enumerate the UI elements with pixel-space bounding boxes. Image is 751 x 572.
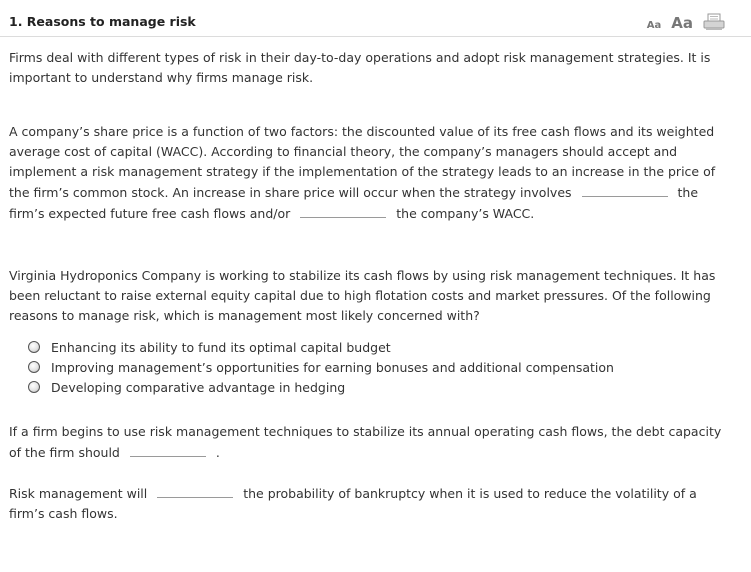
share-price-text-1: A company’s share price is a function of two factors: the discounted value of its free cash flows and its weighted average cost of capital (WACC). According to financial theory, the company’s managers should accept and implement a risk management strategy if the implementation of the strategy leads to an increase in the price of the firm’s common stock. An increase in share price will occur when the strategy involves — [9, 124, 716, 200]
bankruptcy-dropdown[interactable] — [157, 483, 233, 498]
question-title: 1. Reasons to manage risk — [9, 14, 196, 29]
answer-option[interactable] — [28, 357, 614, 377]
debt-capacity-dropdown[interactable] — [130, 442, 206, 457]
question-header — [0, 0, 751, 37]
debt-capacity-text-2: . — [215, 445, 220, 460]
radio-button[interactable] — [28, 381, 40, 393]
font-size-decrease-button[interactable]: Aa — [646, 20, 662, 31]
radio-button[interactable] — [28, 341, 40, 353]
share-price-text-3: the company’s WACC. — [396, 206, 535, 221]
intro-paragraph: Firms deal with different types of risk in their day-to-day operations and adopt risk management strategies. It is important to understand why firms manage risk. — [9, 50, 711, 85]
virginia-hydroponics-question: Virginia Hydroponics Company is working to stabilize its cash flows by using risk management techniques. It has been reluctant to raise external equity capital due to high flotation costs and market pressures. Of the following reasons to manage risk, which is management most likely concerned with? — [9, 268, 716, 323]
bankruptcy-text-2: the probability of bankruptcy when it is used to reduce the volatility of a firm’s cash flows. — [9, 486, 697, 521]
toolbar — [647, 13, 725, 31]
answer-option[interactable] — [28, 377, 614, 397]
wacc-effect-dropdown[interactable] — [300, 203, 386, 218]
answer-option-label: Improving management’s opportunities for earning bonuses and additional compensation — [51, 359, 614, 375]
answer-options — [28, 337, 614, 397]
answer-option-label: Developing comparative advantage in hedging — [51, 379, 346, 395]
font-size-increase-button[interactable]: Aa — [671, 14, 693, 32]
share-price-text-2: the firm’s expected future free cash flows and/or — [9, 185, 699, 221]
cash-flow-effect-dropdown[interactable] — [582, 182, 668, 197]
answer-option[interactable] — [28, 337, 614, 357]
bankruptcy-paragraph — [9, 483, 729, 524]
radio-button[interactable] — [28, 361, 40, 373]
share-price-paragraph — [9, 122, 729, 224]
print-icon[interactable] — [703, 13, 725, 31]
debt-capacity-text-1: If a firm begins to use risk management techniques to stabilize its annual operating cash flows, the debt capacity of the firm should — [9, 424, 722, 460]
debt-capacity-paragraph — [9, 422, 729, 463]
bankruptcy-text-1: Risk management will — [9, 486, 148, 501]
answer-option-label: Enhancing its ability to fund its optimal capital budget — [51, 339, 391, 355]
